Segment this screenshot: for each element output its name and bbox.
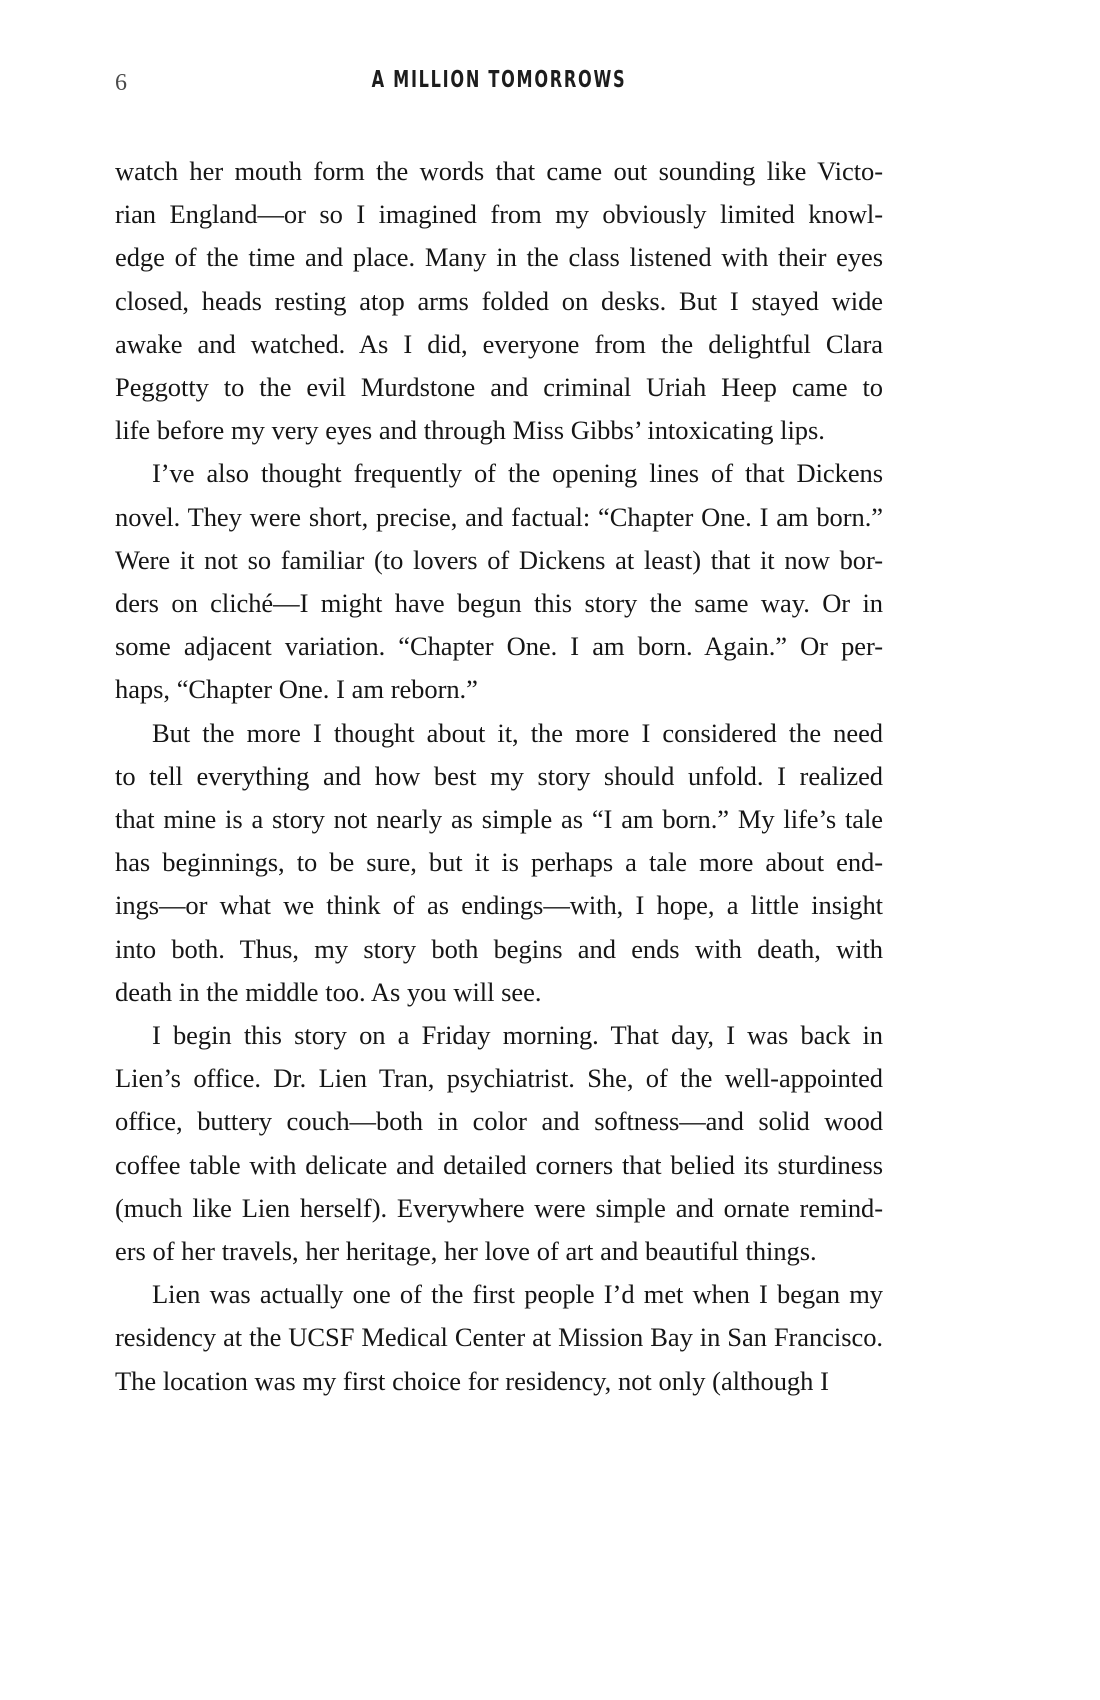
running-title: A MILLION TOMORROWS	[371, 67, 627, 93]
text-line: But the more I thought about it, the more I considered the need	[152, 717, 883, 748]
running-head	[115, 63, 883, 103]
text-line: I begin this story on a Friday morning. That day, I was back in	[152, 1020, 883, 1051]
text-line: to tell everything and how best my story should unfold. I realized	[115, 760, 883, 791]
text-line: I’ve also thought frequently of the opening lines of that Dickens	[152, 458, 883, 489]
text-line: novel. They were short, precise, and factual: “Chapter One. I am born.”	[115, 501, 883, 532]
text-line: The location was my first choice for residency, not only (although I	[115, 1365, 829, 1396]
text-line: office, buttery couch—both in color and softness—and solid wood	[115, 1106, 883, 1137]
body-text-block	[115, 150, 883, 1403]
text-line: ings—or what we think of as endings—with, I hope, a little insight	[115, 890, 883, 921]
text-line: watch her mouth form the words that came out sounding like Victo-	[115, 156, 883, 186]
text-line: (much like Lien herself). Everywhere were simple and ornate remind-	[115, 1192, 883, 1223]
text-line: edge of the time and place. Many in the class listened with their eyes	[115, 242, 883, 273]
text-line: that mine is a story not nearly as simple as “I am born.” My life’s tale	[115, 804, 883, 835]
text-line: rian England—or so I imagined from my obviously limited knowl-	[115, 199, 883, 230]
text-line: ers of her travels, her heritage, her love of art and beautiful things.	[115, 1236, 817, 1267]
text-line: Were it not so familiar (to lovers of Dickens at least) that it now bor-	[115, 544, 883, 575]
paragraph	[115, 1273, 883, 1403]
text-line: closed, heads resting atop arms folded on desks. But I stayed wide	[115, 285, 883, 316]
text-line: ders on cliché—I might have begun this story the same way. Or in	[115, 588, 883, 619]
text-line: coffee table with delicate and detailed corners that belied its sturdiness	[115, 1149, 883, 1180]
text-line: some adjacent variation. “Chapter One. I am born. Again.” Or per-	[115, 631, 883, 662]
paragraph	[115, 1014, 883, 1273]
text-line: death in the middle too. As you will see.	[115, 976, 542, 1007]
text-line: life before my very eyes and through Miss Gibbs’ intoxicating lips.	[115, 415, 825, 446]
text-line: has beginnings, to be sure, but it is perhaps a tale more about end-	[115, 847, 883, 878]
text-line: Lien was actually one of the first people I’d met when I began my	[152, 1279, 883, 1310]
paragraph	[115, 150, 883, 452]
paragraph	[115, 452, 883, 711]
text-line: into both. Thus, my story both begins and ends with death, with	[115, 933, 883, 964]
text-line: awake and watched. As I did, everyone from the delightful Clara	[115, 328, 883, 359]
text-line: Peggotty to the evil Murdstone and criminal Uriah Heep came to	[115, 372, 883, 403]
page-number: 6	[115, 70, 128, 96]
text-line: haps, “Chapter One. I am reborn.”	[115, 674, 478, 705]
text-line: residency at the UCSF Medical Center at Mission Bay in San Francisco.	[115, 1322, 883, 1353]
paragraph	[115, 712, 883, 1014]
text-line: Lien’s office. Dr. Lien Tran, psychiatrist. She, of the well-appointed	[115, 1063, 883, 1094]
